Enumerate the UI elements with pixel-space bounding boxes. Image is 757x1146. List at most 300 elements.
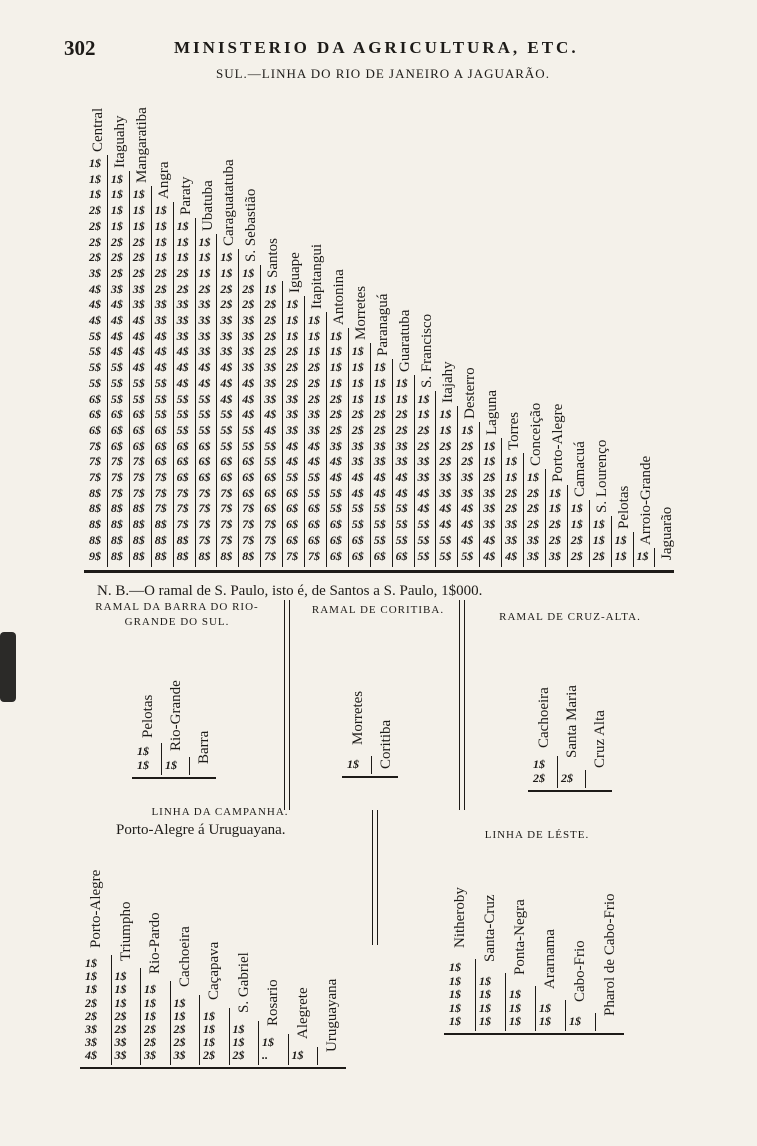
- column-rule: [501, 438, 502, 568]
- fare-cell: 7$: [176, 517, 189, 532]
- fare-cell: 1$: [533, 757, 545, 771]
- fare-cell: 1$: [264, 281, 277, 296]
- fare-cell: 4$: [264, 422, 277, 437]
- fare-cell: 1$: [329, 375, 342, 390]
- fare-cell: 6$: [286, 501, 299, 516]
- fare-cell: 2$: [417, 438, 430, 453]
- fare-cell: 5$: [417, 517, 430, 532]
- fare-cell: 6$: [308, 532, 320, 547]
- fare-cell: 1$: [505, 470, 518, 484]
- fare-cell: 2$: [351, 422, 364, 437]
- fare-cell: 1$: [449, 987, 461, 1001]
- fare-cell: 4$: [198, 360, 211, 375]
- fare-cell: 3$: [220, 313, 233, 327]
- fare-cell: 1$: [461, 422, 474, 437]
- fare-cell: 3$: [308, 422, 320, 437]
- table-bottom-rule: [132, 777, 216, 779]
- station-label: Pelotas: [140, 694, 156, 738]
- fare-cell: 5$: [439, 532, 452, 547]
- fare-cell: 1$: [85, 956, 97, 970]
- fare-cell: 5$: [351, 501, 364, 516]
- fare-cell: 1$: [203, 1008, 215, 1023]
- fare-cell: 3$: [89, 265, 101, 280]
- fare-cell: 1$: [439, 407, 452, 422]
- fare-cell: 7$: [242, 501, 255, 516]
- fare-cell: 1$: [373, 391, 386, 406]
- fare-cell: 8$: [176, 548, 189, 563]
- fare-cell: 4$: [417, 485, 430, 500]
- station-label: Barra: [196, 730, 212, 764]
- fare-cell: 6$: [110, 407, 123, 422]
- fare-cell: 2$: [220, 297, 233, 312]
- station-label: Morretes: [352, 286, 369, 341]
- fare-cell: 2$: [85, 1008, 97, 1023]
- fare-cell: 3$: [110, 281, 123, 296]
- column-rule: [304, 296, 305, 567]
- fare-cell: 1$: [110, 218, 123, 233]
- table-bottom-rule: [528, 790, 612, 792]
- fare-cell: 6$: [329, 548, 342, 563]
- fare-cell: 8$: [154, 548, 167, 563]
- fare-cell: 3$: [114, 1048, 127, 1063]
- column-rule: [654, 548, 655, 568]
- fare-cell: 3$: [176, 328, 189, 343]
- fare-cell: 4$: [286, 454, 299, 469]
- station-label: Jaguarão: [659, 506, 676, 561]
- fare-cell: 4$: [110, 297, 123, 312]
- fare-cell: 3$: [548, 548, 561, 563]
- fare-cell: 2$: [561, 771, 573, 785]
- fare-cell: 2$: [242, 297, 255, 312]
- fare-cell: ..: [262, 1048, 268, 1063]
- fare-cell: 3$: [198, 344, 211, 359]
- fare-cell: 2$: [570, 532, 583, 547]
- fare-cell: 1$: [479, 1000, 491, 1015]
- section-heading-campanha: LINHA DA CAMPANHA.: [151, 806, 289, 818]
- fare-cell: 2$: [548, 517, 561, 532]
- fare-cell: 1$: [286, 297, 299, 312]
- table-bottom-rule: [444, 1033, 624, 1035]
- station-label: Santa Maria: [564, 685, 580, 758]
- fare-cell: 7$: [198, 532, 211, 547]
- fare-cell: 6$: [220, 470, 233, 484]
- fare-cell: 7$: [264, 532, 277, 547]
- fare-cell: 1$: [308, 313, 320, 327]
- station-label: Rosario: [265, 979, 281, 1026]
- fare-cell: 1$: [417, 391, 430, 406]
- fare-cell: 6$: [242, 454, 255, 469]
- fare-cell: 6$: [154, 438, 167, 453]
- fare-cell: 6$: [351, 548, 364, 563]
- footnote: N. B.—O ramal de S. Paulo, isto é, de Santos a S. Paulo, 1$000.: [97, 583, 483, 599]
- station-label: Laguna: [484, 389, 501, 435]
- fare-cell: 3$: [264, 360, 277, 375]
- fare-cell: 2$: [417, 422, 430, 437]
- column-rule: [565, 1000, 566, 1031]
- fare-cell: 5$: [154, 391, 167, 406]
- station-label: S. Lourenço: [593, 439, 610, 514]
- station-label: Guaratuba: [396, 309, 413, 372]
- fare-cell: 5$: [264, 454, 277, 469]
- fare-cell: 8$: [110, 532, 123, 547]
- fare-cell: 4$: [132, 328, 145, 343]
- fare-cell: 2$: [110, 234, 123, 249]
- fare-cell: 1$: [570, 517, 583, 532]
- fare-cell: 3$: [176, 297, 189, 312]
- station-label: Nitheroby: [452, 887, 468, 948]
- fare-cell: 5$: [242, 422, 255, 437]
- station-label: Torres: [506, 412, 523, 451]
- fare-cell: 1$: [232, 1022, 245, 1036]
- column-rule: [129, 171, 130, 568]
- station-label: Alegrete: [294, 987, 311, 1039]
- fare-cell: 4$: [176, 344, 189, 359]
- fare-cell: 5$: [89, 328, 101, 343]
- fare-cell: 4$: [461, 501, 474, 516]
- fare-cell: 2$: [198, 281, 211, 296]
- fare-cell: 7$: [89, 454, 101, 469]
- campanha-subheading: Porto-Alegre á Uruguayana.: [116, 822, 286, 838]
- fare-cell: 2$: [232, 1048, 245, 1063]
- fare-cell: 3$: [144, 1048, 156, 1063]
- fare-cell: 1$: [89, 171, 101, 186]
- fare-cell: 4$: [505, 548, 518, 563]
- fare-cell: 8$: [198, 548, 211, 563]
- fare-cell: 1$: [351, 391, 364, 406]
- column-rule: [229, 1008, 230, 1065]
- fare-cell: 7$: [264, 548, 277, 563]
- column-rule: [260, 265, 261, 567]
- fare-cell: 6$: [198, 438, 211, 453]
- fare-cell: 6$: [220, 454, 233, 469]
- fare-cell: 8$: [89, 532, 101, 547]
- fare-cell: 2$: [439, 438, 452, 453]
- fare-cell: 3$: [220, 344, 233, 359]
- fare-cell: 7$: [220, 517, 233, 532]
- fare-cell: 6$: [110, 422, 123, 437]
- fare-cell: 1$: [232, 1035, 245, 1050]
- fare-cell: 3$: [373, 454, 386, 469]
- fare-cell: 4$: [417, 501, 430, 516]
- fare-cell: 1$: [614, 532, 627, 547]
- fare-cell: 1$: [110, 203, 123, 218]
- station-label: Porto-Alegre: [549, 403, 566, 482]
- fare-cell: 2$: [570, 548, 583, 563]
- fare-cell: 1$: [176, 234, 189, 249]
- fare-cell: 3$: [461, 470, 474, 484]
- fare-cell: 5$: [110, 375, 123, 390]
- station-label: Rio-Grande: [168, 680, 184, 751]
- fare-cell: 3$: [264, 375, 277, 390]
- fare-cell: 1$: [132, 218, 145, 233]
- fare-cell: 3$: [461, 485, 474, 500]
- fare-cell: 2$: [461, 438, 474, 453]
- fare-cell: 8$: [220, 548, 233, 563]
- fare-cell: 2$: [242, 281, 255, 296]
- fare-cell: 4$: [132, 344, 145, 359]
- fare-cell: 2$: [110, 265, 123, 280]
- station-label: Caraguatatuba: [221, 159, 238, 247]
- fare-cell: 3$: [395, 454, 408, 469]
- fare-cell: 2$: [308, 391, 320, 406]
- section-heading-leste: LINHA DE LÉSTE.: [484, 829, 590, 841]
- fare-cell: 4$: [461, 532, 474, 547]
- fare-cell: 9$: [89, 548, 101, 563]
- fare-cell: 3$: [483, 517, 496, 532]
- fare-cell: 2$: [308, 375, 320, 390]
- fare-cell: 2$: [264, 344, 277, 359]
- fare-cell: 2$: [505, 485, 518, 500]
- fare-cell: 7$: [220, 501, 233, 516]
- column-rule: [107, 155, 108, 567]
- fare-cell: 4$: [154, 344, 167, 359]
- fare-cell: 1$: [154, 234, 167, 249]
- fare-cell: 6$: [89, 407, 101, 422]
- fare-cell: 6$: [351, 532, 364, 547]
- fare-cell: 2$: [220, 281, 233, 296]
- fare-cell: 3$: [395, 438, 408, 453]
- fare-cell: 8$: [110, 501, 123, 516]
- column-rule: [475, 959, 476, 1031]
- fare-cell: 3$: [483, 485, 496, 500]
- fare-cell: 1$: [137, 744, 149, 758]
- station-label: Cruz Alta: [592, 710, 608, 768]
- fare-cell: 3$: [85, 1035, 97, 1050]
- fare-cell: 1$: [89, 187, 101, 202]
- fare-cell: 1$: [144, 982, 156, 997]
- fare-cell: 5$: [417, 548, 430, 563]
- fare-cell: 4$: [85, 1048, 97, 1063]
- fare-cell: 2$: [173, 1035, 186, 1050]
- fare-cell: 4$: [154, 328, 167, 343]
- fare-cell: 1$: [449, 960, 461, 974]
- fare-cell: 3$: [198, 297, 211, 312]
- column-rule: [523, 453, 524, 567]
- fare-cell: 7$: [242, 532, 255, 547]
- binding-mark: [0, 632, 16, 702]
- station-label: Conceição: [528, 402, 544, 466]
- fare-cell: 6$: [242, 485, 255, 500]
- fare-cell: 6$: [176, 438, 189, 453]
- fare-cell: 2$: [154, 265, 167, 280]
- fare-cell: 4$: [242, 391, 255, 406]
- fare-cell: 8$: [132, 548, 145, 563]
- fare-cell: 5$: [154, 375, 167, 390]
- fare-cell: 7$: [154, 470, 167, 484]
- fare-cell: 5$: [132, 375, 145, 390]
- fare-cell: 2$: [264, 297, 277, 312]
- fare-cell: 6$: [286, 532, 299, 547]
- fare-cell: 1$: [110, 187, 123, 202]
- column-rule: [282, 281, 283, 568]
- fare-cell: 5$: [154, 407, 167, 422]
- station-label: Santos: [265, 237, 282, 278]
- station-label: Porto-Alegre: [88, 869, 104, 948]
- fare-cell: 4$: [89, 281, 101, 296]
- column-rule: [589, 500, 590, 567]
- fare-cell: 7$: [110, 485, 123, 500]
- column-rule: [535, 986, 536, 1031]
- fare-cell: 8$: [110, 548, 123, 563]
- fare-cell: 3$: [242, 360, 255, 375]
- fare-cell: 2$: [144, 1022, 156, 1036]
- fare-cell: 1$: [592, 517, 605, 532]
- column-rule: [435, 391, 436, 568]
- column-rule: [392, 359, 393, 567]
- fare-cell: 4$: [89, 297, 101, 312]
- station-label: Ponta-Negra: [512, 899, 528, 975]
- column-rule: [457, 406, 458, 567]
- fare-cell: 7$: [132, 485, 145, 500]
- column-rule: [567, 485, 568, 568]
- fare-cell: 5$: [176, 407, 189, 422]
- fare-cell: 4$: [264, 407, 277, 422]
- fare-cell: 5$: [308, 470, 320, 484]
- fare-cell: 1$: [110, 171, 123, 186]
- fare-cell: 6$: [89, 422, 101, 437]
- fare-cell: 8$: [132, 532, 145, 547]
- fare-cell: 4$: [308, 454, 320, 469]
- fare-cell: 5$: [395, 501, 408, 516]
- station-label: Cachoeira: [176, 926, 193, 987]
- fare-cell: 6$: [264, 501, 277, 516]
- fare-cell: 1$: [114, 982, 127, 997]
- fare-cell: 3$: [308, 407, 320, 422]
- fare-cell: 3$: [242, 344, 255, 359]
- fare-cell: 5$: [198, 407, 211, 422]
- station-label: Uruguayana: [324, 978, 340, 1052]
- column-rule: [170, 981, 171, 1064]
- fare-cell: 3$: [286, 391, 299, 406]
- fare-cell: 4$: [395, 470, 408, 484]
- fare-cell: 1$: [449, 973, 461, 988]
- station-label: Antonina: [330, 268, 347, 325]
- fare-cell: 2$: [461, 454, 474, 469]
- fare-cell: 5$: [242, 438, 255, 453]
- column-rule: [140, 968, 141, 1064]
- fare-cell: 6$: [198, 454, 211, 469]
- fare-cell: 1$: [509, 1000, 521, 1015]
- page-subtitle: SUL.—LINHA DO RIO DE JANEIRO A JAGUARÃO.: [216, 66, 550, 81]
- fare-cell: 2$: [329, 407, 342, 422]
- fare-cell: 1$: [132, 203, 145, 218]
- column-rule: [479, 422, 480, 567]
- fare-cell: 1$: [137, 758, 149, 772]
- fare-cell: 7$: [198, 517, 211, 532]
- fare-cell: 1$: [132, 187, 145, 202]
- fare-cell: 1$: [636, 548, 649, 563]
- fare-cell: 2$: [89, 203, 101, 218]
- table-rule: [84, 570, 674, 573]
- fare-cell: 6$: [198, 470, 211, 484]
- column-rule: [557, 756, 558, 788]
- fare-cell: 1$: [509, 987, 521, 1001]
- fare-cell: 8$: [132, 517, 145, 532]
- fare-cell: 3$: [173, 1048, 186, 1063]
- station-label: Itapitangui: [309, 244, 325, 309]
- column-rule: [238, 249, 239, 567]
- fare-cell: 4$: [198, 375, 211, 390]
- station-label: Central: [90, 107, 106, 152]
- fare-cell: 6$: [308, 517, 320, 532]
- fare-cell: 2$: [264, 328, 277, 343]
- column-divider: [372, 810, 378, 945]
- fare-cell: 2$: [548, 532, 561, 547]
- fare-cell: 5$: [176, 391, 189, 406]
- fare-cell: 7$: [220, 532, 233, 547]
- column-rule: [173, 202, 174, 567]
- fare-cell: 2$: [132, 250, 145, 265]
- fare-cell: 7$: [89, 470, 101, 484]
- fare-cell: 5$: [89, 375, 101, 390]
- fare-cell: 1$: [592, 532, 605, 547]
- station-label: Mangaratiba: [133, 107, 150, 184]
- column-rule: [633, 532, 634, 567]
- fare-cell: 5$: [439, 548, 452, 563]
- station-label: Caçapava: [206, 941, 222, 1000]
- station-label: Angra: [155, 161, 172, 200]
- fare-cell: 4$: [351, 485, 364, 500]
- fare-cell: 2$: [329, 422, 342, 437]
- fare-cell: 1$: [198, 234, 211, 249]
- fare-cell: 4$: [110, 344, 123, 359]
- column-rule: [258, 1021, 259, 1065]
- fare-cell: 2$: [144, 1035, 156, 1050]
- fare-cell: 8$: [242, 548, 255, 563]
- column-rule: [161, 743, 162, 775]
- fare-cell: 5$: [329, 501, 342, 516]
- fare-cell: 3$: [329, 438, 342, 453]
- fare-cell: 3$: [132, 281, 145, 296]
- station-label: Itajahy: [440, 361, 457, 404]
- column-rule: [611, 516, 612, 567]
- section-heading-barra: RAMAL DA BARRA DO RIO-GRANDE DO SUL.: [95, 601, 259, 628]
- station-label: Morretes: [350, 690, 366, 745]
- station-label: Coritiba: [378, 719, 394, 769]
- fare-cell: 6$: [329, 532, 342, 547]
- fare-cell: 4$: [329, 470, 342, 484]
- column-rule: [326, 312, 327, 567]
- fare-cell: 1$: [351, 344, 364, 359]
- column-rule: [151, 186, 152, 567]
- fare-cell: 4$: [395, 485, 408, 500]
- fare-cell: 7$: [110, 470, 123, 484]
- fare-cell: 7$: [132, 470, 145, 484]
- fare-cell: 1$: [154, 218, 167, 233]
- fare-cell: 4$: [483, 532, 496, 547]
- fare-cell: 1$: [114, 995, 127, 1010]
- fare-cell: 7$: [264, 517, 277, 532]
- fare-cell: 6$: [286, 517, 299, 532]
- fare-cell: 2$: [373, 422, 386, 437]
- fare-cell: 3$: [439, 485, 452, 500]
- fare-cell: 1$: [479, 987, 491, 1001]
- fare-cell: 8$: [176, 532, 189, 547]
- fare-cell: 2$: [173, 1022, 186, 1036]
- fare-cell: 1$: [483, 438, 496, 453]
- fare-cell: 7$: [110, 454, 123, 469]
- fare-cell: 1$: [417, 407, 430, 422]
- fare-cell: 2$: [308, 360, 320, 375]
- fare-cell: 2$: [329, 391, 342, 406]
- fare-cell: 2$: [89, 218, 101, 233]
- fare-cell: 2$: [264, 313, 277, 327]
- fare-cell: 4$: [110, 313, 123, 327]
- column-divider: [284, 600, 290, 810]
- fare-cell: 2$: [505, 501, 518, 516]
- fare-cell: 2$: [132, 265, 145, 280]
- fare-cell: 1$: [548, 501, 561, 516]
